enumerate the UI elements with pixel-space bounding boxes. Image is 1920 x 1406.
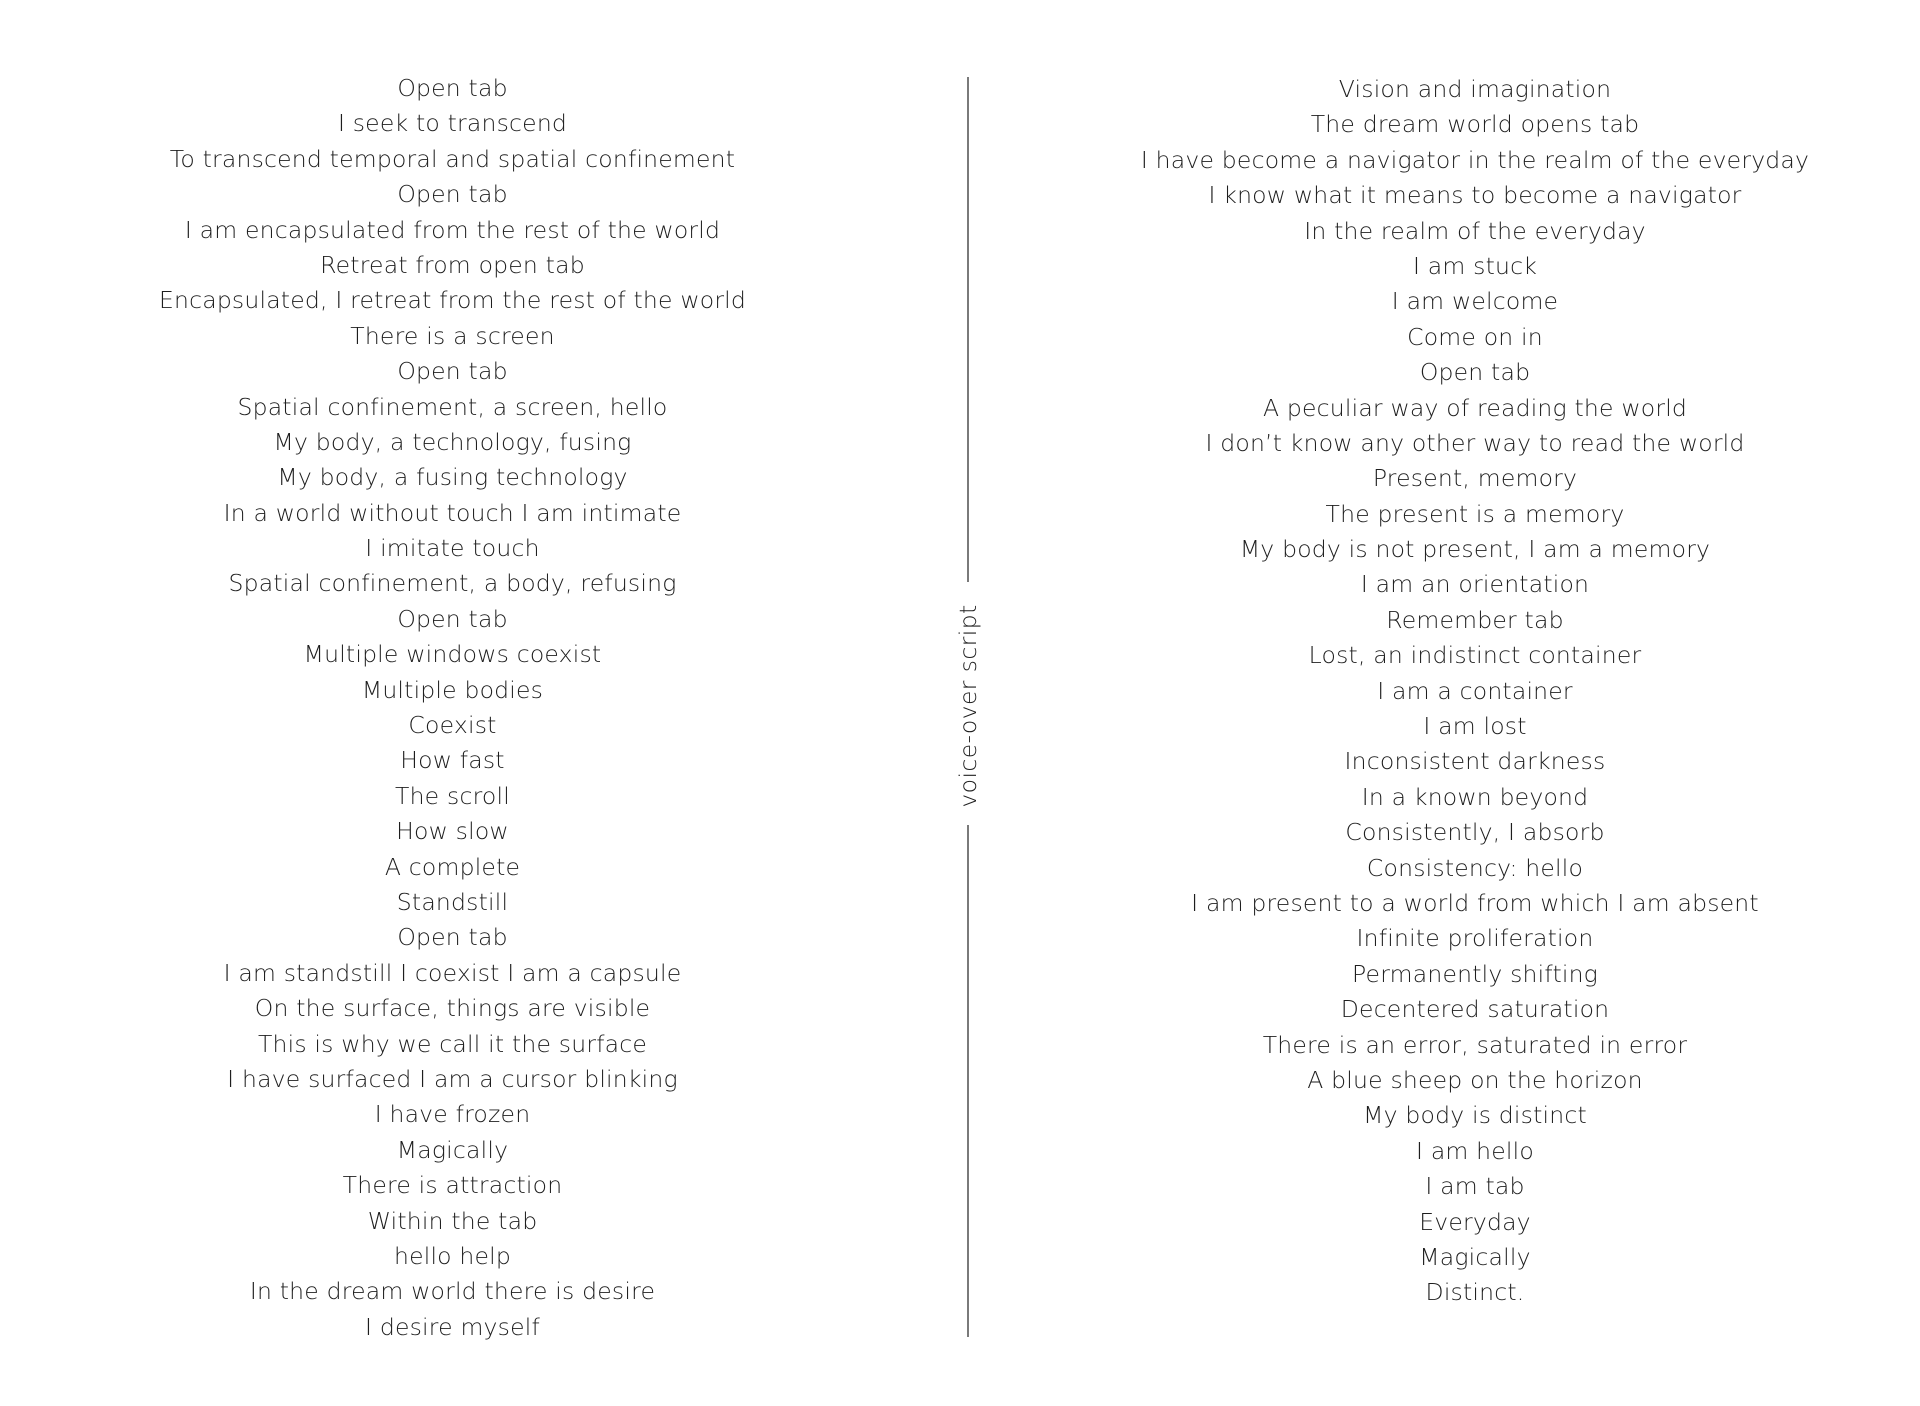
right-script-column [1115, 72, 1835, 1311]
center-divider-top [967, 77, 969, 582]
script-line: I desire myself [365, 1312, 540, 1341]
script-line: I seek to transcend [337, 109, 568, 138]
script-line: The present is a memory [1325, 499, 1625, 528]
script-line: Standstill [396, 887, 509, 916]
script-line: Distinct. [1425, 1278, 1525, 1307]
script-line: Multiple bodies [361, 675, 544, 704]
script-line: I am tab [1425, 1172, 1525, 1201]
script-line: Infinite proliferation [1356, 924, 1594, 953]
script-line: The dream world opens tab [1310, 110, 1640, 139]
script-line: I imitate touch [365, 534, 540, 563]
script-line: In a known beyond [1361, 782, 1589, 811]
script-line: Open tab [397, 74, 508, 102]
script-line: A peculiar way of reading the world [1262, 393, 1688, 422]
script-line: I have become a navigator in the realm of the everyday [1140, 145, 1810, 174]
script-line: Vision and imagination [1338, 75, 1612, 103]
script-line: I am standstill I coexist I am a capsule [223, 958, 682, 987]
script-line: Remember tab [1386, 605, 1564, 634]
script-line: Encapsulated, I retreat from the rest of the world [158, 286, 747, 315]
script-line: Inconsistent darkness [1344, 747, 1606, 776]
script-line: I am present to a world from which I am absent [1191, 888, 1759, 917]
script-line: Everyday [1419, 1207, 1531, 1236]
script-line: A complete [384, 852, 521, 881]
script-line: Within the tab [367, 1206, 538, 1235]
script-line: There is an error, saturated in error [1262, 1030, 1688, 1059]
script-line: Consistently, I absorb [1345, 818, 1605, 847]
script-line: Lost, an indistinct container [1308, 641, 1642, 670]
script-line: I have frozen [374, 1100, 531, 1129]
script-line: hello help [393, 1241, 512, 1270]
script-line: Open tab [397, 604, 508, 633]
script-line: How slow [396, 817, 509, 846]
script-line: A blue sheep on the horizon [1307, 1065, 1643, 1094]
voice-over-label: voice-over script [954, 604, 982, 808]
script-line: I am a container [1377, 676, 1573, 705]
script-line: I am an orientation [1360, 570, 1590, 599]
script-line: My body, a fusing technology [277, 463, 628, 492]
script-line: My body is not present, I am a memory [1239, 535, 1711, 564]
script-line: I am hello [1416, 1136, 1534, 1165]
script-line: I don’t know any other way to read the world [1205, 428, 1745, 457]
script-line: I have surfaced I am a cursor blinking [227, 1064, 678, 1093]
script-line: Magically [396, 1135, 509, 1164]
script-line: I am lost [1423, 712, 1527, 741]
script-line: Magically [1419, 1242, 1531, 1271]
script-line: On the surface, things are visible [254, 994, 651, 1023]
script-line: Consistency: hello [1366, 853, 1584, 882]
script-line: Coexist [408, 711, 497, 740]
script-line: Decentered saturation [1340, 995, 1610, 1024]
script-line: I am stuck [1412, 251, 1538, 280]
script-line: I know what it means to become a navigator [1208, 181, 1742, 210]
script-line: There is attraction [342, 1171, 563, 1200]
script-line: Spatial confinement, a body, refusing [228, 569, 677, 598]
left-script-column [90, 71, 815, 1345]
script-line: Open tab [397, 357, 508, 386]
script-line: Open tab [397, 923, 508, 952]
script-line: Permanently shifting [1352, 959, 1598, 988]
center-divider-bottom [967, 825, 969, 1337]
script-line: In a world without touch I am intimate [223, 498, 682, 527]
script-line: In the dream world there is desire [249, 1277, 656, 1306]
script-line: Retreat from open tab [320, 250, 585, 279]
script-line: In the realm of the everyday [1304, 216, 1646, 245]
script-line: The scroll [395, 781, 510, 810]
script-line: Come on in [1407, 322, 1543, 351]
script-line: This is why we call it the surface [257, 1029, 648, 1058]
script-line: How fast [400, 746, 505, 775]
script-line: Present, memory [1372, 464, 1578, 493]
script-line: I am welcome [1391, 287, 1559, 316]
script-line: I am encapsulated from the rest of the world [184, 215, 721, 244]
script-line: Open tab [1419, 358, 1531, 387]
script-line: To transcend temporal and spatial confinement [169, 144, 736, 173]
script-line: There is a screen [350, 321, 555, 350]
script-line: Spatial confinement, a screen, hello [237, 392, 668, 421]
script-line: Multiple windows coexist [303, 640, 602, 669]
script-line: My body, a technology, fusing [273, 427, 632, 456]
script-line: My body is distinct [1363, 1101, 1587, 1130]
script-line: Open tab [397, 180, 508, 209]
